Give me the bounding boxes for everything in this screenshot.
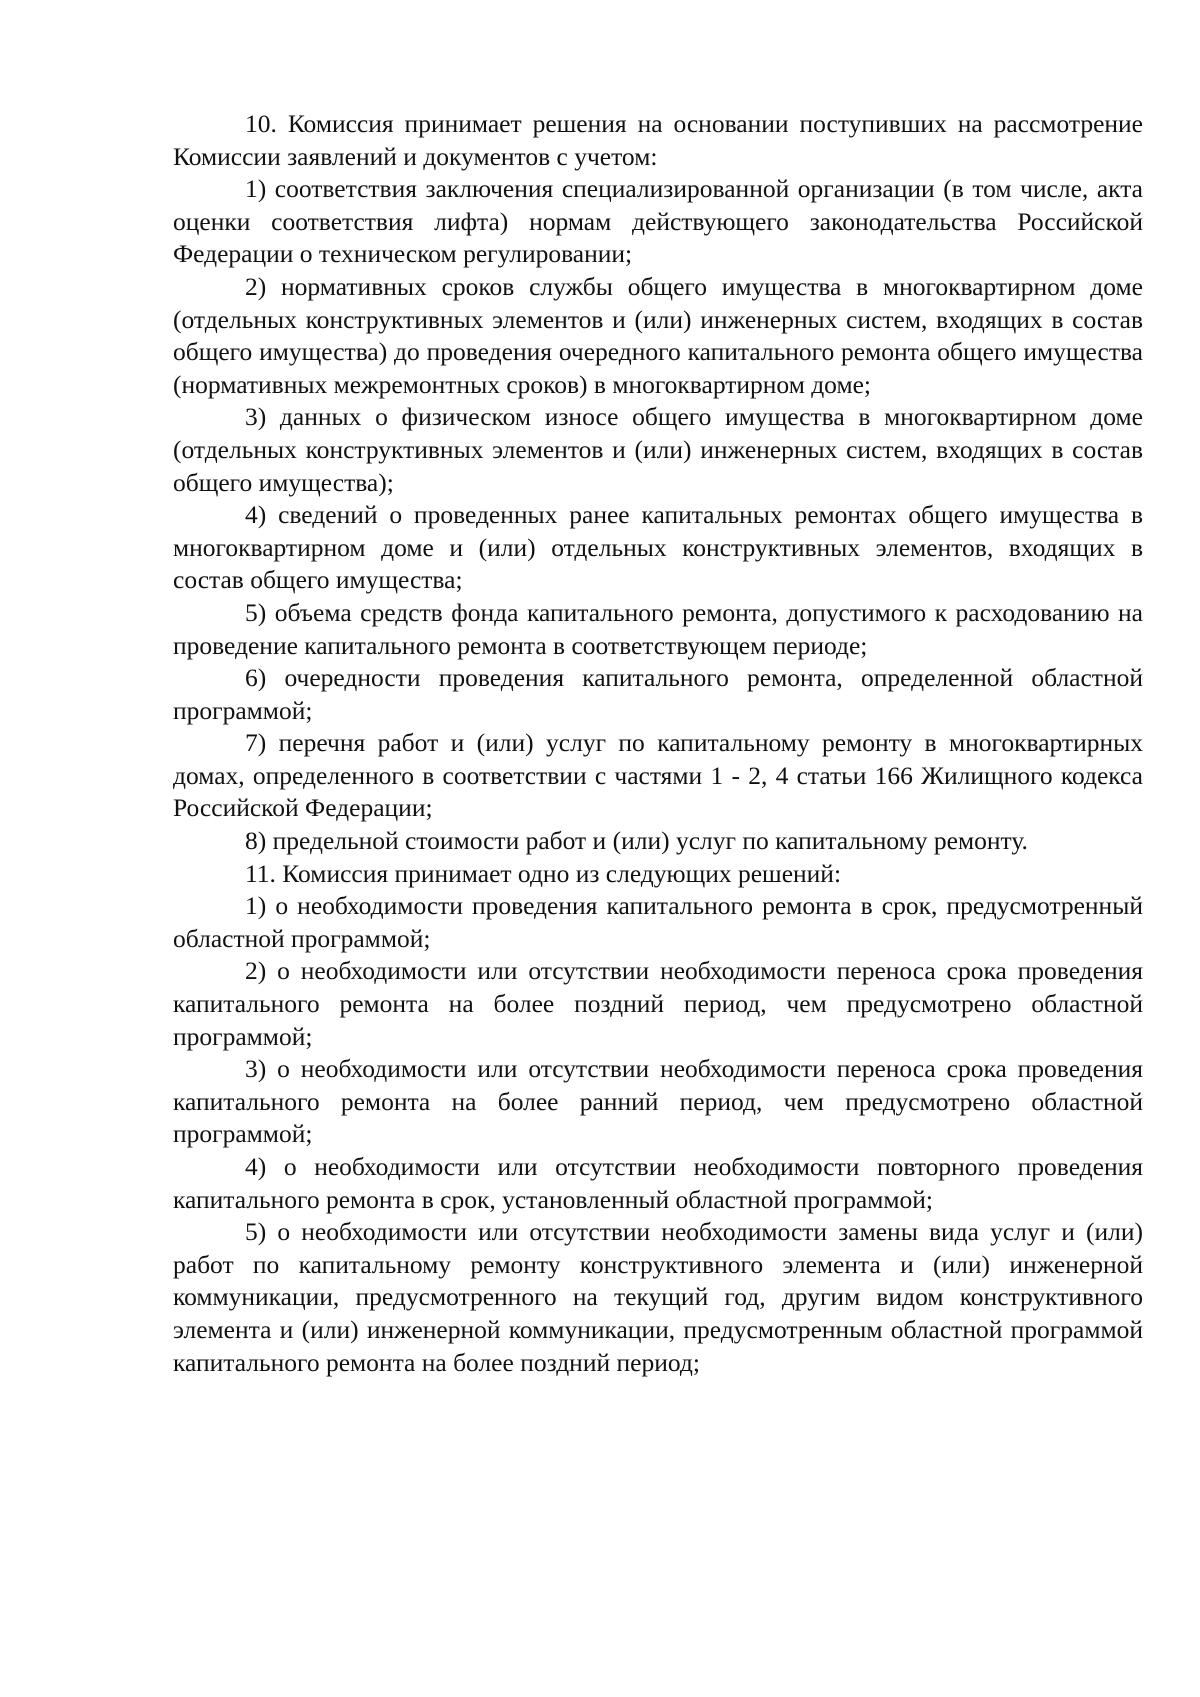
paragraph-item-11-2: 2) о необходимости или отсутствии необходимости переноса срока проведения капитального ремонта на более поздний период, чем предусмотрено областной программой;	[173, 956, 1143, 1051]
paragraph-item-10-6: 6) очередности проведения капитального ремонта, определенной областной программой;	[173, 663, 1143, 725]
paragraph-item-10-4: 4) сведений о проведенных ранее капитальных ремонтах общего имущества в многоквартирном доме и (или) отдельных конструктивных элементов, входящих в состав общего имущества;	[173, 500, 1143, 595]
document-page	[173, 108, 1143, 1379]
paragraph-item-11-1: 1) о необходимости проведения капитального ремонта в срок, предусмотренный областной программой;	[173, 891, 1143, 953]
paragraph-item-10-1: 1) соответствия заключения специализированной организации (в том числе, акта оценки соответствия лифта) нормам действующего законодательства Российской Федерации о техническом регулировании;	[173, 174, 1143, 269]
paragraph-item-10-2: 2) нормативных сроков службы общего имущества в многоквартирном доме (отдельных конструктивных элементов и (или) инженерных систем, входящих в состав общего имущества) до проведения очередного капитального ремонта общего имущества (нормативных межремонтных сроков) в многоквартирном доме;	[173, 271, 1143, 399]
paragraph-item-10-3: 3) данных о физическом износе общего имущества в многоквартирном доме (отдельных конструктивных элементов и (или) инженерных систем, входящих в состав общего имущества);	[173, 402, 1143, 497]
paragraph-item-11-intro: 11. Комиссия принимает одно из следующих решений:	[245, 858, 842, 888]
paragraph-item-11-3: 3) о необходимости или отсутствии необходимости переноса срока проведения капитального ремонта на более ранний период, чем предусмотрено областной программой;	[173, 1054, 1143, 1149]
paragraph-item-10-intro: 10. Комиссия принимает решения на основании поступивших на рассмотрение Комиссии заявлений и документов с учетом:	[173, 109, 1143, 171]
paragraph-item-10-7: 7) перечня работ и (или) услуг по капитальному ремонту в многоквартирных домах, определенного в соответствии с частями 1 - 2, 4 статьи 166 Жилищного кодекса Российской Федерации;	[173, 728, 1143, 823]
paragraph-item-10-8: 8) предельной стоимости работ и (или) услуг по капитальному ремонту.	[245, 826, 1028, 856]
paragraph-item-11-5: 5) о необходимости или отсутствии необходимости замены вида услуг и (или) работ по капитальному ремонту конструктивного элемента и (или) инженерной коммуникации, предусмотренного на текущий год, другим видом конструктивного элемента и (или) инженерной коммуникации, предусмотренным областной программой капитального ремонта на более поздний период;	[173, 1217, 1143, 1377]
paragraph-item-10-5: 5) объема средств фонда капитального ремонта, допустимого к расходованию на проведение капитального ремонта в соответствующем периоде;	[173, 597, 1143, 660]
paragraph-item-11-4: 4) о необходимости или отсутствии необходимости повторного проведения капитального ремонта в срок, установленный областной программой;	[173, 1152, 1143, 1214]
